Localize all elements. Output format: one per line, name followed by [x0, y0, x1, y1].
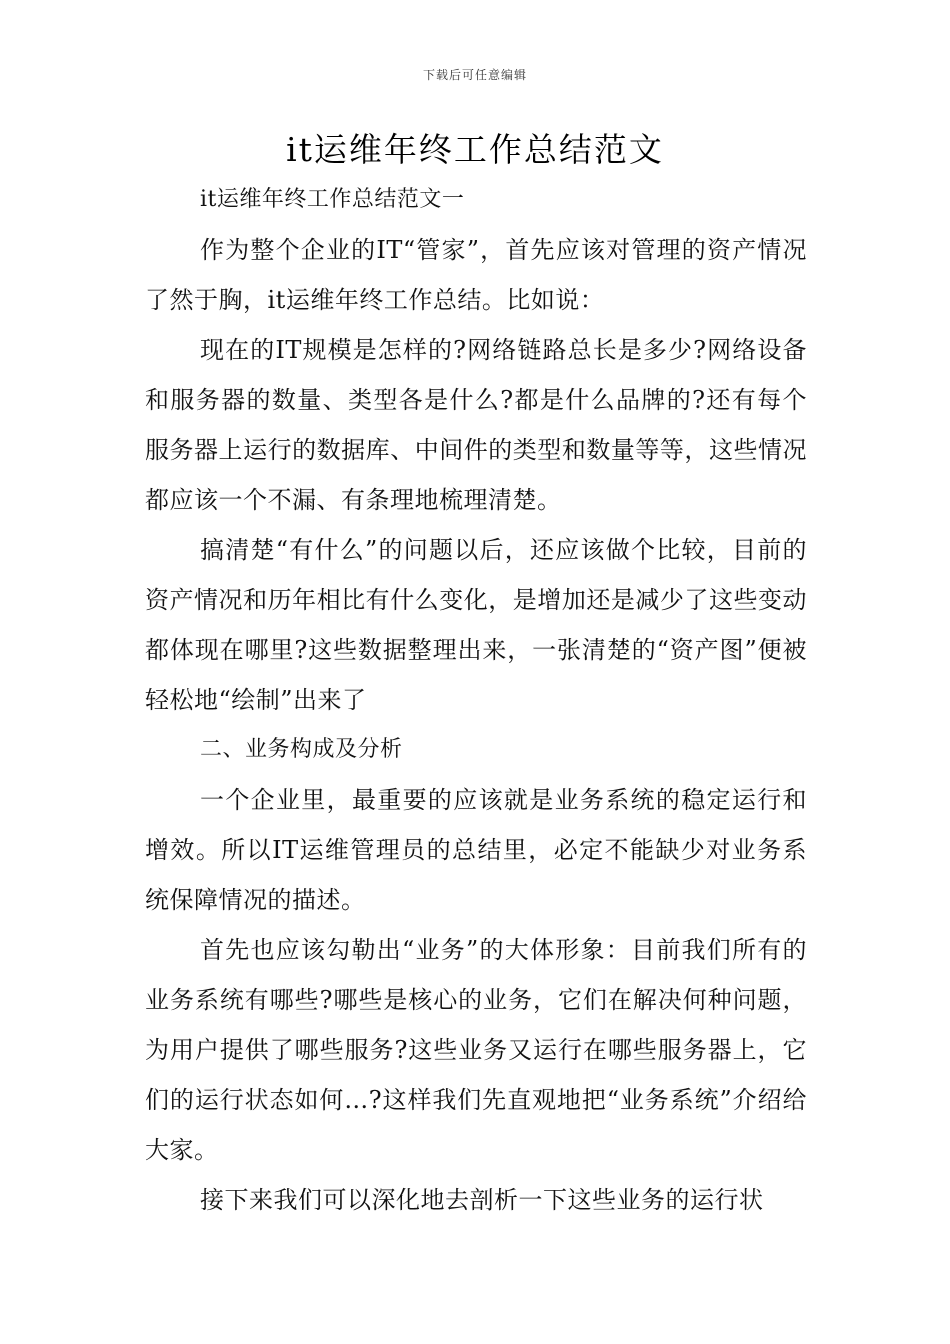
- section-heading-2: 二、业务构成及分析: [200, 737, 403, 762]
- paragraph-1: 作为整个企业的IT“管家”，首先应该对管理的资产情况了然于胸，it运维年终工作总结。比如说：: [145, 236, 807, 314]
- paragraph-3: 搞清楚“有什么”的问题以后，还应该做个比较，目前的资产情况和历年相比有什么变化，是增加还是减少了这些变动都体现在哪里?这些数据整理出来，一张清楚的“资产图”便被轻松地“绘制”出来了: [145, 536, 807, 714]
- paragraph-5: 首先也应该勾勒出“业务”的大体形象：目前我们所有的业务系统有哪些?哪些是核心的业务，它们在解决何种问题，为用户提供了哪些服务?这些业务又运行在哪些服务器上，它们的运行状态如何…?这样我们先直观地把“业务系统”介绍给大家。: [145, 936, 807, 1164]
- header-note: 下载后可任意编辑: [422, 68, 527, 82]
- paragraph-4: 一个企业里，最重要的应该就是业务系统的稳定运行和增效。所以IT运维管理员的总结里，必定不能缺少对业务系统保障情况的描述。: [145, 786, 807, 914]
- section-heading-1: it运维年终工作总结范文一: [200, 187, 465, 212]
- document-title: it运维年终工作总结范文: [286, 130, 664, 169]
- paragraph-2: 现在的IT规模是怎样的?网络链路总长是多少?网络设备和服务器的数量、类型各是什么?都是什么品牌的?还有每个服务器上运行的数据库、中间件的类型和数量等等，这些情况都应该一个不漏、有条理地梳理清楚。: [145, 336, 807, 514]
- paragraph-6: 接下来我们可以深化地去剖析一下这些业务的运行状: [200, 1186, 764, 1214]
- document-body: [145, 175, 807, 1225]
